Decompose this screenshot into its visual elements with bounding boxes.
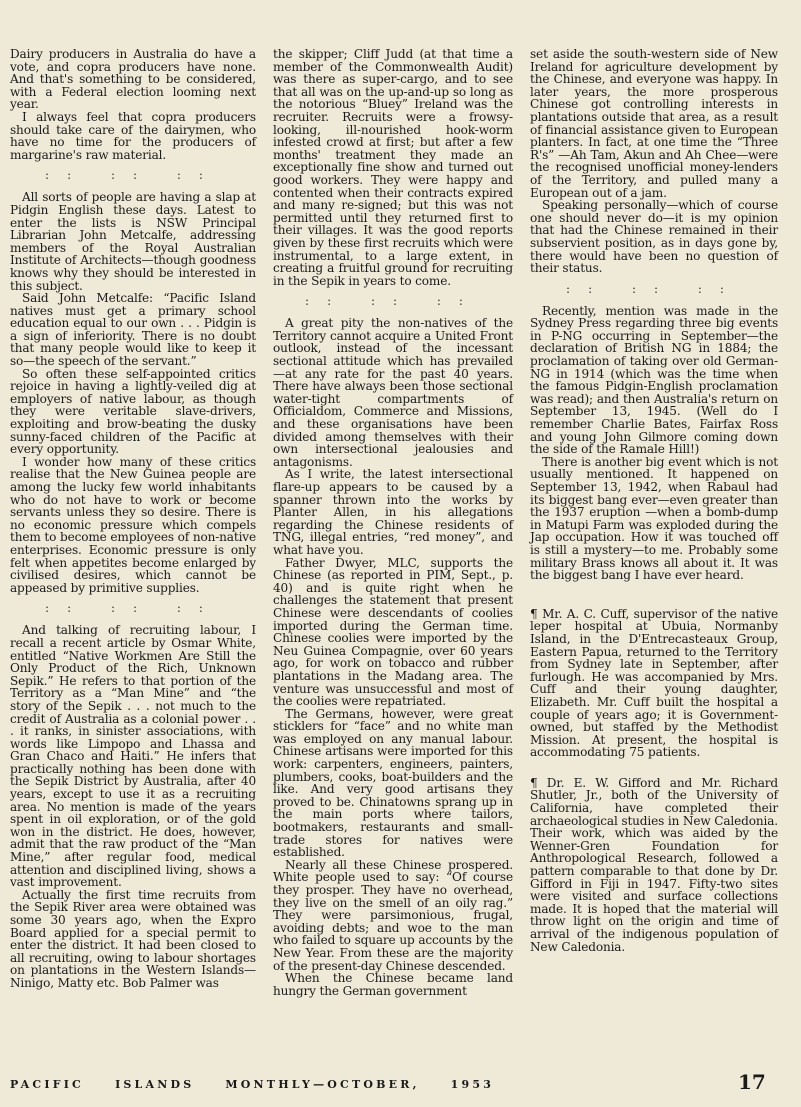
spacer [530,582,778,608]
column-3 [530,48,778,953]
section-separator: :: :: :: [45,168,221,183]
paragraph: I always feel that copra producers should take care of the dairymen, who have no time for the producers of margarine's raw material. [10,109,256,162]
paragraph: set aside the south-western side of New Ireland for agriculture development by the Chinese, and everyone was happy. In later years, the more prosperous Chinese got controlling interests in plantations outside that area, as a result of financial assistance given to European planters. In fact, at one time the “Three R's” —Ah Tam, Akun and Ah Chee—were the recognised unofficial money-lenders of the Territory, and pulled many a European out of a jam. [530,47,778,200]
paragraph: Speaking personally—which of course one should never do—it is my opinion that had the Chinese remained in their subservient position, as in days gone by, there would have been no question of their status. [530,198,778,276]
column-1 [10,48,256,990]
footer-publication-word-1: PACIFIC [10,1078,85,1091]
footer-issue: MONTHLY—OCTOBER, [225,1078,420,1091]
paragraph: I wonder how many of these critics realise that the New Guinea people are among the lucky few world inhabitants who do not have to work or become servants unless they so desire. There is no economic pressure which compels them to become employees of non-native enterprises. Economic pressure is only felt when appetites become enlarged by civilised desires, which cannot be appeased by primitive supplies. [10,454,256,595]
paragraph: As I write, the latest intersectional flare-up appears to be caused by a spanner thrown into the works by Planter Allen, in his allegations regarding the Chinese residents of TNG, illegal entries, “red money”, and what have you. [273,467,513,557]
footer-year: 1953 [450,1078,495,1091]
paragraph: Actually the first time recruits from the Sepik River area were obtained was some 30 years ago, when the Expro Board applied for a special permit to enter the district. It had been closed to all recruiting, owing to labour shortages on plantations in the Western Islands—Ninigo, Matty etc. Bob Palmer was [10,887,256,990]
section-separator: :: :: :: [45,601,221,616]
paragraph: When the Chinese became land hungry the German government [273,971,513,998]
page-number: 17 [738,1070,766,1094]
paragraph: And talking of recruiting labour, I recall a recent article by Osmar White, entitled “Native Workmen Are Still the Only Product of the Rich, Unknown Sepik.” He refers to that portion of the Territory as a “Man Mine” and “the story of the Sepik . . . not much to the credit of Australia as a colonial power . . . it ranks, in sinister associations, with words like Limpopo and Lhassa and Gran Chaco and Haiti.” He infers that practically nothing has been done with the Sepik District by Australia, after 40 years, except to use it as a recruiting area. No mention is made of the years spent in oil exploration, or of the gold won in the district. He does, however, admit that the raw product of the “Man Mine,” after regular food, medical attention and disciplined living, shows a vast improvement. [10,623,256,890]
spacer [530,759,778,777]
paragraph: So often these self-appointed critics rejoice in having a lightly-veiled dig at employers of native labour, as though they were veritable slave-drivers, exploiting and brow-beating the dusky sunny-faced children of the Pacific at every opportunity. [10,366,256,457]
section-separator: :: :: :: [305,294,481,309]
paragraph: All sorts of people are having a slap at Pidgin English these days. Latest to enter the lists is NSW Principal Librarian John Metcalfe, addressing members of the Royal Australian Institute of Architects—though goodness knows why they should be interested in this subject. [10,190,256,293]
footer-publication-word-2: ISLANDS [115,1078,195,1091]
page-footer [10,1078,518,1091]
news-item: ¶ Mr. A. C. Cuff, supervisor of the native leper hospital at Ubuia, Normanby Island, in the D'Entrecasteaux Group, Eastern Papua, returned to the Territory from Sydney late in September, after furlough. He was accompanied by Mrs. Cuff and their young daughter, Elizabeth. Mr. Cuff built the hospital a couple of years ago; it is Government-owned, but staffed by the Methodist Mission. At present, the hospital is accommodating 75 patients. [530,606,778,760]
paragraph: Father Dwyer, MLC, supports the Chinese (as reported in PIM, Sept., p. 40) and is quite right when he challenges the statement that present Chinese were descendants of coolies imported during the German time. Chinese coolies were imported by the Neu Guinea Compagnie, over 60 years ago, for work on tobacco and rubber plantations in the Madang area. The venture was unsuccessful and most of the coolies were repatriated. [273,555,513,709]
section-separator: :: :: :: [566,281,742,296]
paragraph: the skipper; Cliff Judd (at that time a member of the Commonwealth Audit) was there as super-cargo, and to see that all was on the up-and-up so long as the notorious “Bluey” Ireland was the recruiter. Recruits were a frowsy-looking, ill-nourished hook-worm infested crowd at first; but after a few months' treatment they made an exceptionally fine show and turned out good workers. They were happy and contented when their contracts expired and many re-signed; but this was not permitted until they returned first to their villages. It was the good reports given by these first recruits which were instrumental, to a large extent, in creating a fruitful ground for recruiting in the Sepik in years to come. [273,47,513,288]
paragraph: Dairy producers in Australia do have a vote, and copra producers have none. And that's something to be considered, with a Federal election looming next year. [10,47,256,112]
paragraph: Said John Metcalfe: “Pacific Island natives must get a primary school education equal to our own . . . Pidgin is a sign of inferiority. There is no doubt that many people would like to keep it so—the speech of the servant.” [10,291,256,369]
paragraph: There is another big event which is not usually mentioned. It happened on September 13, 1942, when Rabaul had its biggest bang ever—even greater than the 1937 eruption —when a bomb-dump in Matupi Farm was exploded during the Jap occupation. How it was touched off is still a mystery—to me. Probably some military Brass knows all about it. It was the biggest bang I have ever heard. [530,454,778,583]
column-2 [273,48,513,997]
paragraph: The Germans, however, were great sticklers for “face” and no white man was employed on any manual labour. Chinese artisans were imported for this work: carpenters, engineers, painters, plumbers, cooks, boat-builders and the like. And very good artisans they proved to be. Chinatowns sprang up in the main ports where tailors, bootmakers, restaurants and small-trade stores for natives were established. [273,706,513,860]
news-item: ¶ Dr. E. W. Gifford and Mr. Richard Shutler, Jr., both of the University of California, have completed their archaeological studies in New Caledonia. Their work, which was aided by the Wenner-Gren Foundation for Anthropological Research, followed a pattern comparable to that done by Dr. Gifford in Fiji in 1947. Fifty-two sites were visited and surface collections made. It is hoped that the material will throw light on the origin and time of arrival of the indigenous population of New Caledonia. [530,775,778,954]
paragraph: A great pity the non-natives of the Territory cannot acquire a United Front outlook, instead of the incessant sectional attitude which has prevailed—at any rate for the past 40 years. There have always been those sectional water-tight compartments of Officialdom, Commerce and Missions, and these organisations have been divided among themselves with their own intersectional jealousies and antagonisms. [273,316,513,469]
paragraph: Nearly all these Chinese prospered. White people used to say: “Of course they prosper. They have no overhead, they live on the smell of an oily rag.” They were parsimonious, frugal, avoiding debts; and woe to the man who failed to square up accounts by the New Year. From these are the majority of the present-day Chinese descended. [273,857,513,973]
paragraph: Recently, mention was made in the Sydney Press regarding three big events in P-NG occurring in September—the declaration of British NG in 1884; the proclamation of taking over old German-NG in 1914 (which was the time when the famous Pidgin-English proclamation was read); and then Australia's return on September 13, 1945. (Well do I remember Charlie Bates, Fairfax Ross and young John Gilmore coming down the side of the Ramale Hill!) [530,303,778,457]
